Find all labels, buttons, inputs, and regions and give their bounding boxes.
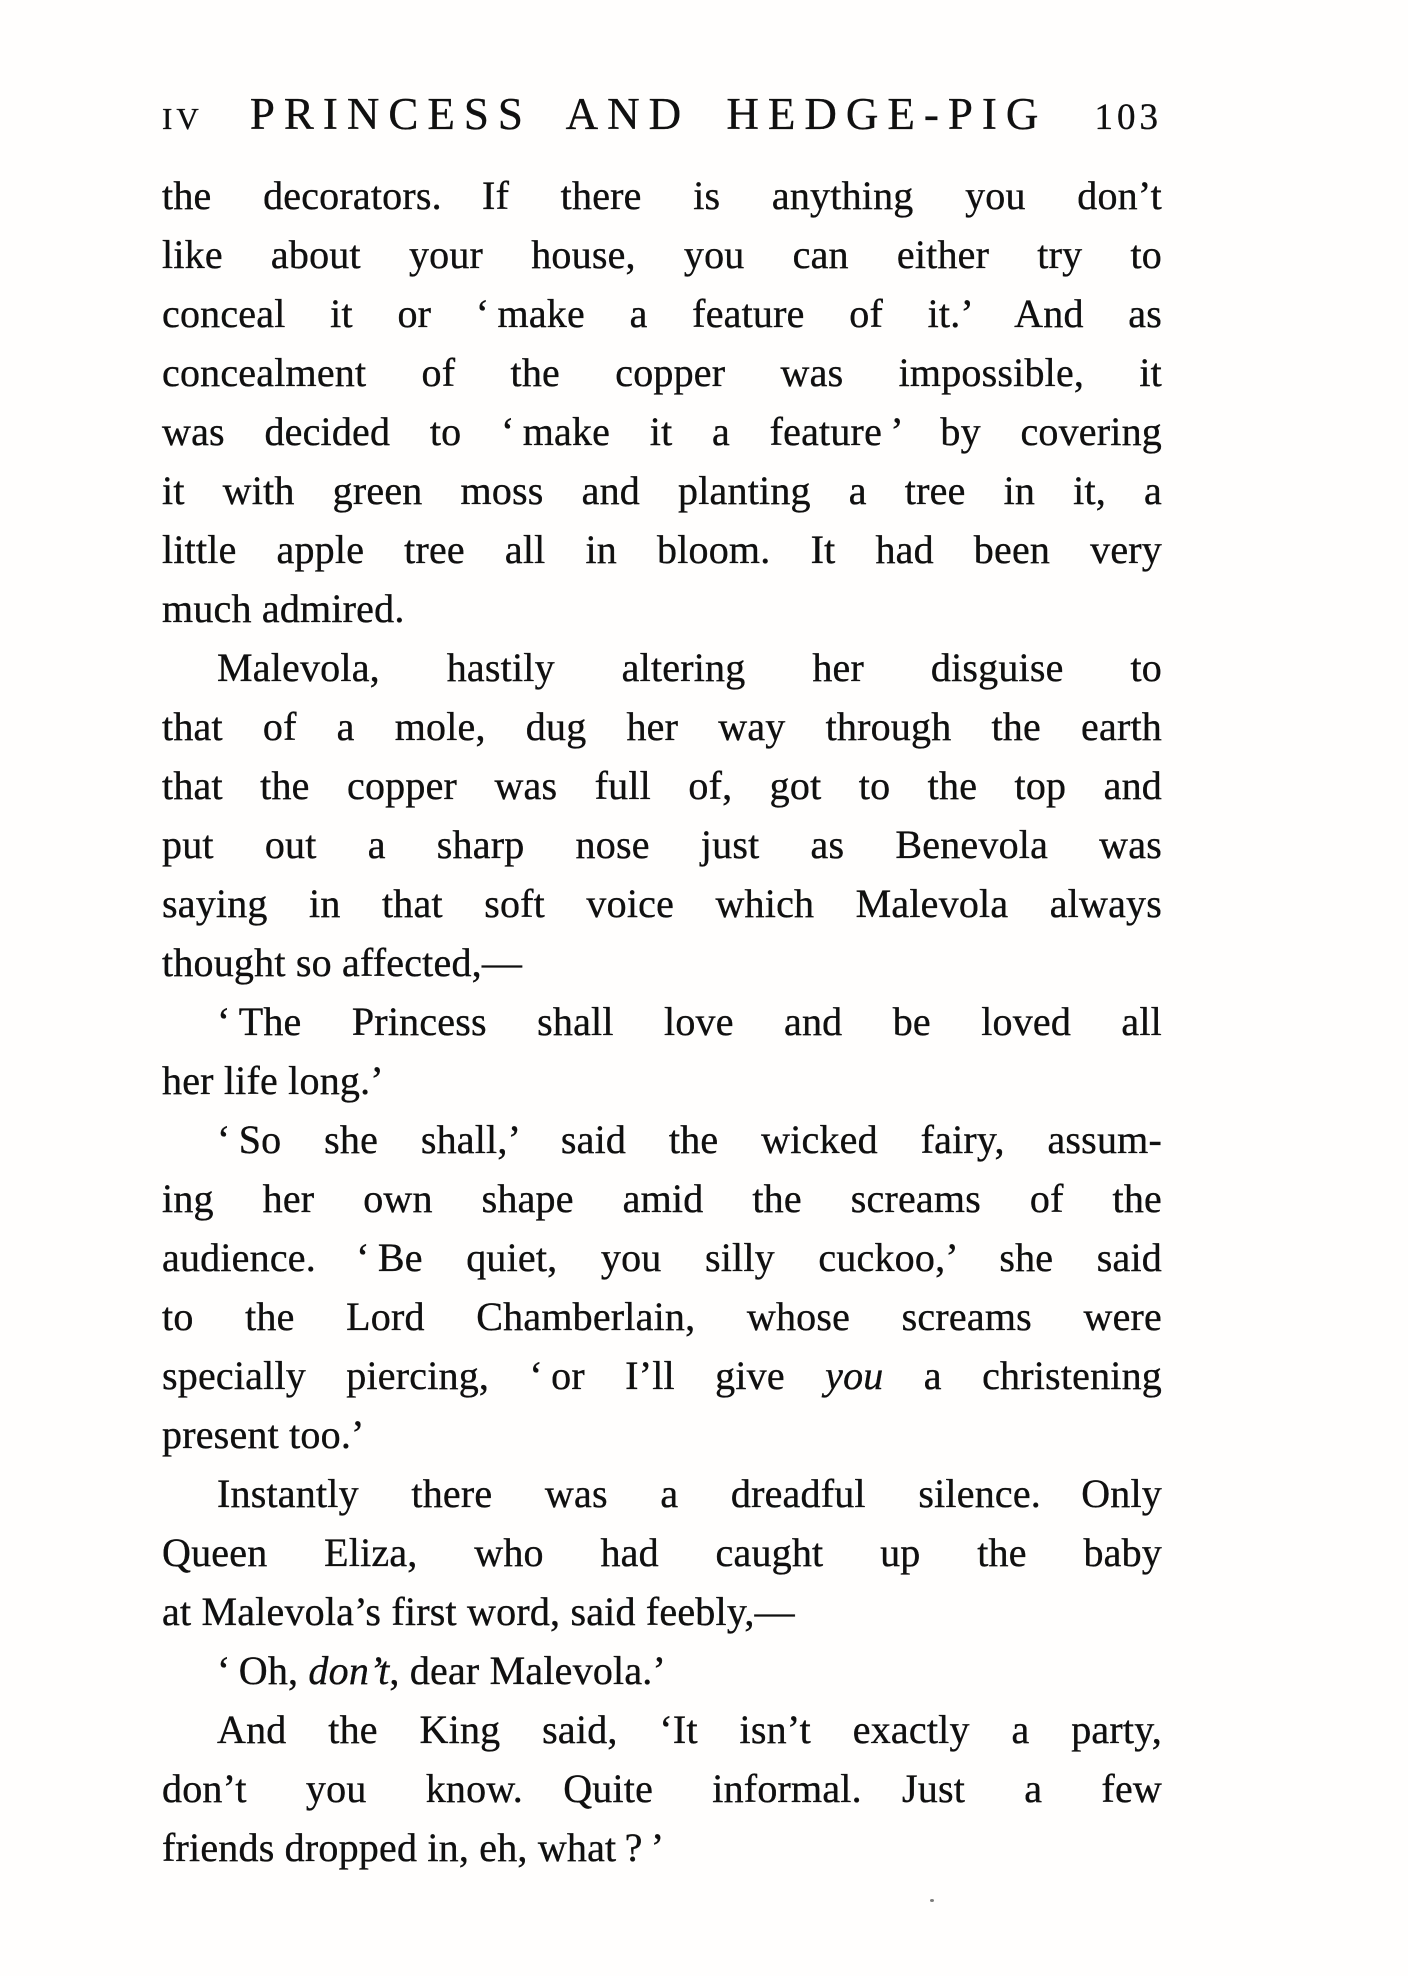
text-line [162,1287,1162,1346]
text-segment: ‘ The Princess shall love and be loved all [217,999,1162,1044]
text-line [162,1346,1162,1405]
text-line [162,225,1162,284]
page-number: 103 [1094,97,1162,138]
text-line [162,1818,1162,1877]
text-line [162,1759,1162,1818]
text-line [162,992,1162,1051]
text-line [162,1582,1162,1641]
text-segment: ‘ So she shall,’ said the wicked fairy, assum- [217,1117,1162,1162]
text-line [162,756,1162,815]
chapter-numeral: IV [162,101,203,136]
paragraph [162,166,1162,638]
text-line [162,166,1162,225]
text-line [162,284,1162,343]
italic-text: you [825,1353,884,1398]
text-line [162,1110,1162,1169]
text-segment: little apple tree all in bloom. It had been very [162,527,1162,572]
text-line [162,1700,1162,1759]
text-line [162,874,1162,933]
running-title: PRINCESS AND HEDGE-PIG [249,89,1048,139]
text-segment: that the copper was full of, got to the top and [162,763,1162,808]
text-segment: thought so affected,— [162,940,523,985]
text-segment: present too.’ [162,1412,365,1457]
text-segment: her life long.’ [162,1058,384,1103]
page-header [162,88,1162,140]
text-segment: friends dropped in, eh, what ? ’ [162,1825,665,1870]
text-line [162,1228,1162,1287]
paragraph [162,1641,1162,1700]
text-segment: at Malevola’s first word, said feebly,— [162,1589,795,1634]
paragraph [162,1700,1162,1877]
text-segment: Malevola, hastily altering her disguise to [217,645,1162,690]
text-line [162,461,1162,520]
text-segment: saying in that soft voice which Malevola always [162,881,1162,926]
scan-speck [930,1899,934,1902]
paragraph [162,638,1162,992]
text-line [162,402,1162,461]
text-segment: concealment of the copper was impossible, it [162,350,1162,395]
text-line [162,579,1162,638]
text-segment: put out a sharp nose just as Benevola was [162,822,1162,867]
text-segment: much admired. [162,586,405,631]
text-segment: ‘ Oh, [217,1648,309,1693]
text-line [162,520,1162,579]
paragraph [162,1464,1162,1641]
text-line [162,343,1162,402]
text-segment: , dear Malevola.’ [389,1648,667,1693]
page-body [162,166,1162,1877]
text-segment: conceal it or ‘ make a feature of it.’ And as [162,291,1162,336]
text-line [162,1051,1162,1110]
text-segment: audience. ‘ Be quiet, you silly cuckoo,’ she said [162,1235,1162,1280]
text-line [162,1169,1162,1228]
text-line [162,638,1162,697]
text-segment: ing her own shape amid the screams of the [162,1176,1162,1221]
text-segment: And the King said, ‘It isn’t exactly a party, [217,1707,1162,1752]
paragraph [162,1110,1162,1464]
text-segment: specially piercing, ‘ or I’ll give [162,1353,826,1398]
text-line [162,1641,1162,1700]
text-line [162,815,1162,874]
text-line [162,1405,1162,1464]
text-line [162,933,1162,992]
text-segment: Instantly there was a dreadful silence. Only [217,1471,1162,1516]
paragraph [162,992,1162,1110]
text-segment: it with green moss and planting a tree in it, a [162,468,1162,513]
text-segment: a christening [883,1353,1162,1398]
text-segment: like about your house, you can either try to [162,232,1162,277]
text-segment: Queen Eliza, who had caught up the baby [162,1530,1162,1575]
text-line [162,1523,1162,1582]
text-segment: was decided to ‘ make it a feature ’ by covering [162,409,1162,454]
text-segment: to the Lord Chamberlain, whose screams were [162,1294,1162,1339]
text-segment: the decorators. If there is anything you don’t [162,173,1162,218]
text-line [162,1464,1162,1523]
text-line [162,697,1162,756]
text-segment: that of a mole, dug her way through the earth [162,704,1162,749]
italic-text: don’t [308,1648,390,1693]
text-segment: don’t you know. Quite informal. Just a few [162,1766,1162,1811]
